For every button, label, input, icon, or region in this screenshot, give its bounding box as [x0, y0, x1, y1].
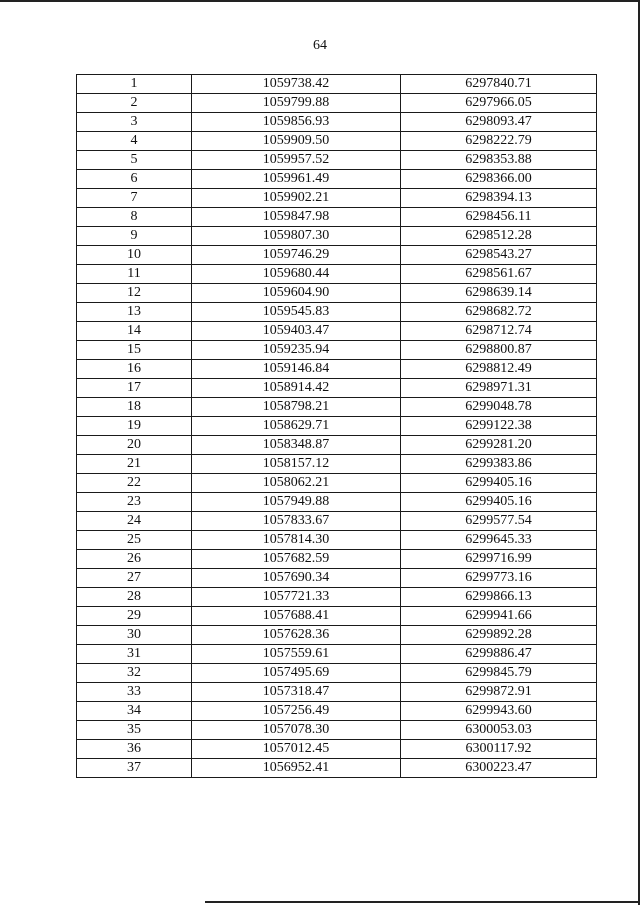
y-coordinate-cell: 6299281.20 — [401, 436, 597, 455]
y-coordinate-cell: 6298971.31 — [401, 379, 597, 398]
table-row — [77, 322, 597, 341]
x-coordinate-cell: 1057256.49 — [192, 702, 401, 721]
table-row — [77, 512, 597, 531]
y-coordinate-cell: 6299405.16 — [401, 493, 597, 512]
table-row — [77, 759, 597, 778]
x-coordinate-cell: 1059902.21 — [192, 189, 401, 208]
y-coordinate-cell: 6298639.14 — [401, 284, 597, 303]
point-number-cell: 27 — [77, 569, 192, 588]
y-coordinate-cell: 6298456.11 — [401, 208, 597, 227]
point-number-cell: 2 — [77, 94, 192, 113]
point-number-cell: 6 — [77, 170, 192, 189]
point-number-cell: 9 — [77, 227, 192, 246]
table-row — [77, 436, 597, 455]
table-row — [77, 379, 597, 398]
y-coordinate-cell: 6299892.28 — [401, 626, 597, 645]
point-number-cell: 20 — [77, 436, 192, 455]
point-number-cell: 29 — [77, 607, 192, 626]
point-number-cell: 4 — [77, 132, 192, 151]
table-row — [77, 94, 597, 113]
page-number: 64 — [313, 38, 327, 53]
x-coordinate-cell: 1058914.42 — [192, 379, 401, 398]
x-coordinate-cell: 1058629.71 — [192, 417, 401, 436]
table-row — [77, 132, 597, 151]
x-coordinate-cell: 1059807.30 — [192, 227, 401, 246]
table-row — [77, 75, 597, 94]
y-coordinate-cell: 6297840.71 — [401, 75, 597, 94]
point-number-cell: 7 — [77, 189, 192, 208]
y-coordinate-cell: 6299845.79 — [401, 664, 597, 683]
x-coordinate-cell: 1057628.36 — [192, 626, 401, 645]
y-coordinate-cell: 6299383.86 — [401, 455, 597, 474]
x-coordinate-cell: 1057495.69 — [192, 664, 401, 683]
point-number-cell: 17 — [77, 379, 192, 398]
point-number-cell: 28 — [77, 588, 192, 607]
y-coordinate-cell: 6300223.47 — [401, 759, 597, 778]
y-coordinate-cell: 6299577.54 — [401, 512, 597, 531]
x-coordinate-cell: 1057318.47 — [192, 683, 401, 702]
y-coordinate-cell: 6298222.79 — [401, 132, 597, 151]
table-row — [77, 531, 597, 550]
table-row — [77, 151, 597, 170]
x-coordinate-cell: 1059746.29 — [192, 246, 401, 265]
y-coordinate-cell: 6299866.13 — [401, 588, 597, 607]
page-border-top — [0, 0, 640, 2]
point-number-cell: 8 — [77, 208, 192, 227]
table-row — [77, 246, 597, 265]
x-coordinate-cell: 1059146.84 — [192, 360, 401, 379]
x-coordinate-cell: 1058798.21 — [192, 398, 401, 417]
y-coordinate-cell: 6299645.33 — [401, 531, 597, 550]
point-number-cell: 26 — [77, 550, 192, 569]
table-row — [77, 702, 597, 721]
table-row — [77, 360, 597, 379]
y-coordinate-cell: 6298543.27 — [401, 246, 597, 265]
coordinates-table — [76, 74, 597, 778]
y-coordinate-cell: 6299886.47 — [401, 645, 597, 664]
x-coordinate-cell: 1059847.98 — [192, 208, 401, 227]
y-coordinate-cell: 6298682.72 — [401, 303, 597, 322]
x-coordinate-cell: 1059604.90 — [192, 284, 401, 303]
y-coordinate-cell: 6299773.16 — [401, 569, 597, 588]
point-number-cell: 19 — [77, 417, 192, 436]
point-number-cell: 14 — [77, 322, 192, 341]
y-coordinate-cell: 6298366.00 — [401, 170, 597, 189]
y-coordinate-cell: 6298812.49 — [401, 360, 597, 379]
point-number-cell: 21 — [77, 455, 192, 474]
table-row — [77, 303, 597, 322]
point-number-cell: 13 — [77, 303, 192, 322]
x-coordinate-cell: 1057833.67 — [192, 512, 401, 531]
x-coordinate-cell: 1057721.33 — [192, 588, 401, 607]
y-coordinate-cell: 6299872.91 — [401, 683, 597, 702]
x-coordinate-cell: 1059403.47 — [192, 322, 401, 341]
x-coordinate-cell: 1058062.21 — [192, 474, 401, 493]
table-row — [77, 550, 597, 569]
y-coordinate-cell: 6300053.03 — [401, 721, 597, 740]
x-coordinate-cell: 1057682.59 — [192, 550, 401, 569]
point-number-cell: 18 — [77, 398, 192, 417]
point-number-cell: 32 — [77, 664, 192, 683]
table-row — [77, 113, 597, 132]
x-coordinate-cell: 1059957.52 — [192, 151, 401, 170]
coordinates-table-body — [77, 75, 597, 778]
x-coordinate-cell: 1057688.41 — [192, 607, 401, 626]
table-row — [77, 170, 597, 189]
point-number-cell: 5 — [77, 151, 192, 170]
y-coordinate-cell: 6298561.67 — [401, 265, 597, 284]
x-coordinate-cell: 1056952.41 — [192, 759, 401, 778]
point-number-cell: 25 — [77, 531, 192, 550]
point-number-cell: 11 — [77, 265, 192, 284]
point-number-cell: 33 — [77, 683, 192, 702]
table-row — [77, 284, 597, 303]
x-coordinate-cell: 1058157.12 — [192, 455, 401, 474]
x-coordinate-cell: 1059235.94 — [192, 341, 401, 360]
y-coordinate-cell: 6299941.66 — [401, 607, 597, 626]
table-row — [77, 493, 597, 512]
point-number-cell: 1 — [77, 75, 192, 94]
x-coordinate-cell: 1059545.83 — [192, 303, 401, 322]
point-number-cell: 16 — [77, 360, 192, 379]
table-row — [77, 208, 597, 227]
y-coordinate-cell: 6299048.78 — [401, 398, 597, 417]
table-row — [77, 626, 597, 645]
x-coordinate-cell: 1059799.88 — [192, 94, 401, 113]
x-coordinate-cell: 1058348.87 — [192, 436, 401, 455]
point-number-cell: 36 — [77, 740, 192, 759]
table-row — [77, 645, 597, 664]
page-border-bottom — [205, 901, 640, 903]
table-row — [77, 398, 597, 417]
point-number-cell: 37 — [77, 759, 192, 778]
y-coordinate-cell: 6299943.60 — [401, 702, 597, 721]
x-coordinate-cell: 1057078.30 — [192, 721, 401, 740]
y-coordinate-cell: 6297966.05 — [401, 94, 597, 113]
x-coordinate-cell: 1057690.34 — [192, 569, 401, 588]
table-row — [77, 607, 597, 626]
y-coordinate-cell: 6299716.99 — [401, 550, 597, 569]
point-number-cell: 35 — [77, 721, 192, 740]
x-coordinate-cell: 1057559.61 — [192, 645, 401, 664]
y-coordinate-cell: 6298512.28 — [401, 227, 597, 246]
y-coordinate-cell: 6298712.74 — [401, 322, 597, 341]
point-number-cell: 3 — [77, 113, 192, 132]
point-number-cell: 15 — [77, 341, 192, 360]
x-coordinate-cell: 1059856.93 — [192, 113, 401, 132]
y-coordinate-cell: 6299122.38 — [401, 417, 597, 436]
point-number-cell: 10 — [77, 246, 192, 265]
point-number-cell: 34 — [77, 702, 192, 721]
table-row — [77, 740, 597, 759]
table-row — [77, 588, 597, 607]
x-coordinate-cell: 1057012.45 — [192, 740, 401, 759]
y-coordinate-cell: 6298353.88 — [401, 151, 597, 170]
x-coordinate-cell: 1059961.49 — [192, 170, 401, 189]
table-row — [77, 189, 597, 208]
y-coordinate-cell: 6300117.92 — [401, 740, 597, 759]
table-row — [77, 227, 597, 246]
x-coordinate-cell: 1059738.42 — [192, 75, 401, 94]
x-coordinate-cell: 1059909.50 — [192, 132, 401, 151]
point-number-cell: 22 — [77, 474, 192, 493]
y-coordinate-cell: 6299405.16 — [401, 474, 597, 493]
table-row — [77, 265, 597, 284]
point-number-cell: 23 — [77, 493, 192, 512]
point-number-cell: 30 — [77, 626, 192, 645]
table-row — [77, 569, 597, 588]
x-coordinate-cell: 1057949.88 — [192, 493, 401, 512]
y-coordinate-cell: 6298394.13 — [401, 189, 597, 208]
table-row — [77, 341, 597, 360]
point-number-cell: 12 — [77, 284, 192, 303]
x-coordinate-cell: 1057814.30 — [192, 531, 401, 550]
table-row — [77, 683, 597, 702]
table-row — [77, 721, 597, 740]
point-number-cell: 31 — [77, 645, 192, 664]
x-coordinate-cell: 1059680.44 — [192, 265, 401, 284]
table-row — [77, 664, 597, 683]
table-row — [77, 455, 597, 474]
table-row — [77, 417, 597, 436]
y-coordinate-cell: 6298800.87 — [401, 341, 597, 360]
y-coordinate-cell: 6298093.47 — [401, 113, 597, 132]
point-number-cell: 24 — [77, 512, 192, 531]
table-row — [77, 474, 597, 493]
